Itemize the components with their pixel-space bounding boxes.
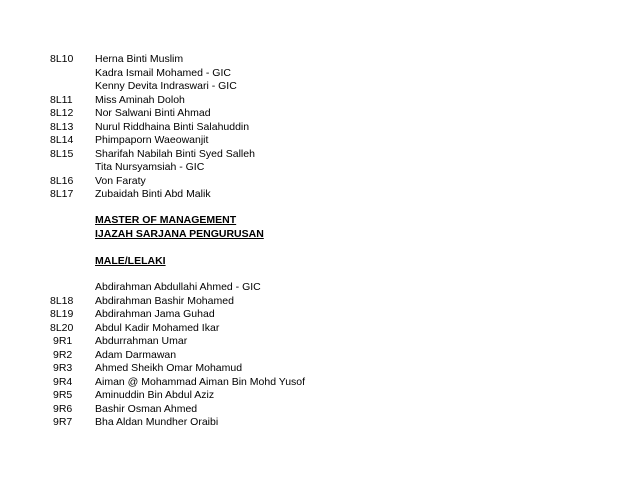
seat-code: 9R7: [53, 416, 73, 428]
seat-code: 8L18: [50, 295, 74, 307]
graduate-name: Aminuddin Bin Abdul Aziz: [95, 389, 215, 401]
section-heading-ms: IJAZAH SARJANA PENGURUSAN: [95, 228, 264, 240]
graduate-name: Adam Darmawan: [95, 349, 177, 361]
section-heading-row: [0, 228, 638, 241]
subheading-row: [0, 255, 638, 268]
graduate-name: Abdirahman Jama Guhad: [95, 308, 215, 320]
graduate-name: Abdul Kadir Mohamed Ikar: [95, 322, 220, 334]
list-item: [0, 80, 638, 93]
section-heading-en: MASTER OF MANAGEMENT: [95, 214, 237, 226]
seat-code: 8L19: [50, 308, 74, 320]
seat-code: 9R4: [53, 376, 73, 388]
graduate-name: Aiman @ Mohammad Aiman Bin Mohd Yusof: [95, 376, 306, 388]
graduate-name: Bha Aldan Mundher Oraibi: [95, 416, 219, 428]
seat-code: 9R2: [53, 349, 73, 361]
list-item: [0, 121, 638, 134]
seat-code: 9R5: [53, 389, 73, 401]
graduate-name: Ahmed Sheikh Omar Mohamud: [95, 362, 243, 374]
list-item: [0, 308, 638, 321]
list-item: [0, 281, 638, 294]
graduate-name: Abdurrahman Umar: [95, 335, 188, 347]
seat-code: 9R1: [53, 335, 73, 347]
list-item: [0, 148, 638, 161]
seat-code: 8L17: [50, 188, 74, 200]
graduate-name: Sharifah Nabilah Binti Syed Salleh: [95, 148, 255, 160]
list-item: [0, 295, 638, 308]
graduate-name: Kadra Ismail Mohamed - GIC: [95, 67, 231, 79]
list-item: [0, 67, 638, 80]
seat-code: 9R3: [53, 362, 73, 374]
graduate-name: Phimpaporn Waeowanjit: [95, 134, 209, 146]
list-item: [0, 362, 638, 375]
list-item: [0, 94, 638, 107]
list-item: [0, 188, 638, 201]
list-item: [0, 53, 638, 66]
list-item: [0, 134, 638, 147]
graduate-name: Von Faraty: [95, 175, 146, 187]
list-item: [0, 389, 638, 402]
seat-code: 8L20: [50, 322, 74, 334]
list-item: [0, 322, 638, 335]
graduate-name: Miss Aminah Doloh: [95, 94, 185, 106]
list-item: [0, 403, 638, 416]
graduate-name: Herna Binti Muslim: [95, 53, 184, 65]
graduate-name: Nor Salwani Binti Ahmad: [95, 107, 211, 119]
graduate-name: Bashir Osman Ahmed: [95, 403, 198, 415]
graduate-name: Abdirahman Abdullahi Ahmed - GIC: [95, 281, 261, 293]
gender-subheading: MALE/LELAKI: [95, 255, 166, 267]
seat-code: 9R6: [53, 403, 73, 415]
list-item: [0, 376, 638, 389]
graduate-name: Nurul Riddhaina Binti Salahuddin: [95, 121, 250, 133]
section-heading-row: [0, 214, 638, 227]
graduate-name: Tita Nursyamsiah - GIC: [95, 161, 205, 173]
seat-code: 8L10: [50, 53, 74, 65]
list-item: [0, 107, 638, 120]
list-item: [0, 161, 638, 174]
seat-code: 8L16: [50, 175, 74, 187]
graduate-name: Zubaidah Binti Abd Malik: [95, 188, 211, 200]
list-item: [0, 335, 638, 348]
list-item: [0, 349, 638, 362]
list-item: [0, 175, 638, 188]
seat-code: 8L11: [50, 94, 73, 106]
seat-code: 8L12: [50, 107, 74, 119]
seat-code: 8L15: [50, 148, 74, 160]
graduate-name: Kenny Devita Indraswari - GIC: [95, 80, 237, 92]
seat-code: 8L13: [50, 121, 74, 133]
graduate-name: Abdirahman Bashir Mohamed: [95, 295, 234, 307]
list-item: [0, 416, 638, 429]
seat-code: 8L14: [50, 134, 74, 146]
